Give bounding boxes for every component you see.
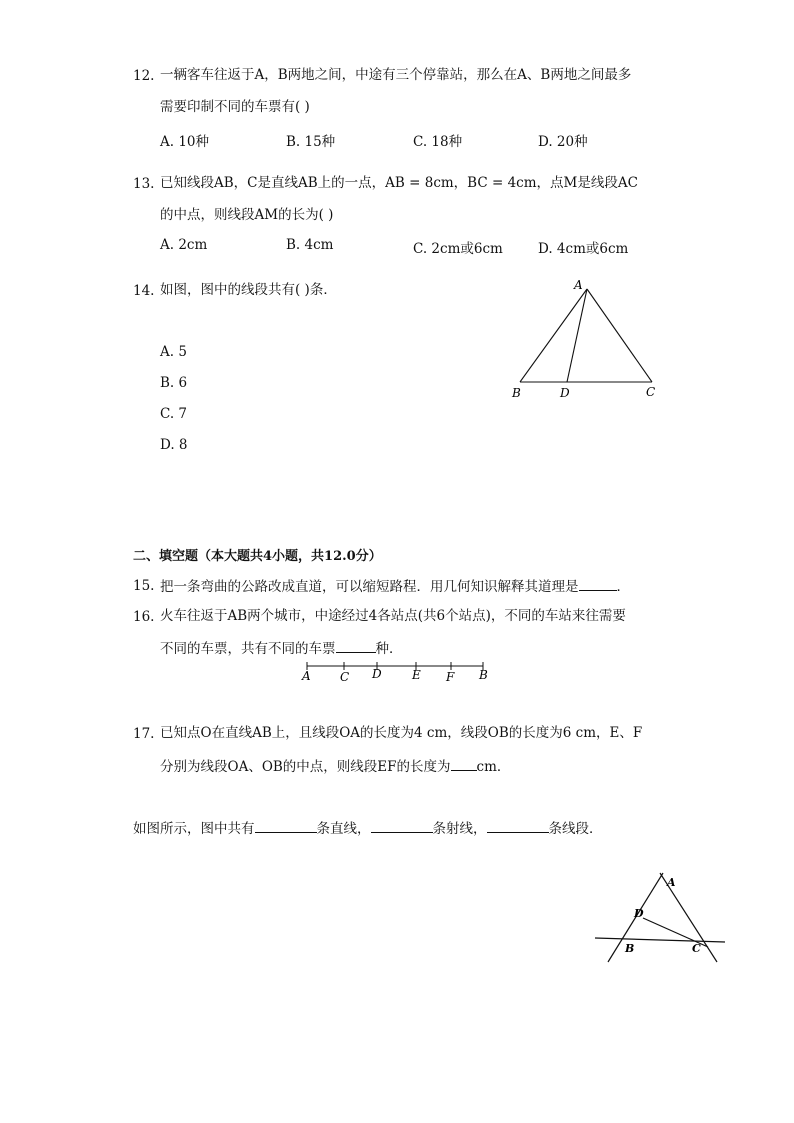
q15-text-main: 把一条弯曲的公路改成直道，可以缩短路程．用几何知识解释其道理是 [160,579,579,595]
q12-option-a: A. 10种 [160,134,210,150]
q13-option-a: A. 2cm [160,237,208,253]
extra-text-a: 如图所示，图中共有 [133,821,255,837]
q16-answer-blank [336,638,376,653]
q15-text-tail: ． [616,579,630,595]
q16-label-d: D [372,667,382,681]
extra-blank-rays [371,818,433,833]
q16-text-line2b: 种． [375,641,403,657]
q14-triangle-figure [505,275,665,400]
q16-text-line1: 火车往返于AB两个城市，中途经过4各站点(共6个站点)，不同的车站来往需要 [160,608,626,624]
q16-text-line2a: 不同的车票，共有不同的车票 [160,641,336,657]
q15-text [160,576,630,596]
q13-option-d: D. 4cm或6cm [538,241,629,257]
extra-blank-segments [487,818,549,833]
q17-answer-blank [451,756,477,771]
q17-text-line2b: cm． [476,759,511,775]
extra-label-b: B [625,942,635,955]
extra-question-text [133,818,603,838]
q14-text: 如图，图中的线段共有( )条． [160,282,337,298]
extra-lines-figure [590,865,730,970]
q16-label-e: E [412,668,421,682]
q17-number: 17. [133,726,155,742]
q16-number: 16. [133,609,155,625]
q12-text-line2: 需要印制不同的车票有( ) [160,99,310,115]
q16-text-line2 [160,638,403,658]
q14-label-d: D [560,386,570,400]
q12-option-b: B. 15种 [286,134,336,150]
q14-option-a: A. 5 [160,344,187,360]
q16-label-a: A [302,669,311,683]
q16-label-b: B [479,668,488,682]
extra-label-a: A [667,876,676,889]
extra-blank-lines [255,818,317,833]
q13-option-b: B. 4cm [286,237,334,253]
extra-text-b: 条直线， [316,821,371,837]
q14-option-c: C. 7 [160,406,188,422]
q12-text-line1: 一辆客车往返于A，B两地之间，中途有三个停靠站，那么在A、B两地之间最多 [160,67,632,83]
q13-text-line2: 的中点，则线段AM的长为( ) [160,207,334,223]
q15-number: 15. [133,578,155,594]
section-title: 二、填空题（本大题共4小题，共12.0分） [133,549,382,564]
extra-text-d: 条线段． [548,821,603,837]
q16-label-f: F [446,670,455,684]
q14-label-a: A [574,278,583,292]
q14-label-b: B [512,386,521,400]
q16-label-c: C [340,670,350,684]
q14-option-b: B. 6 [160,375,188,391]
extra-text-c: 条射线， [432,821,487,837]
extra-label-d: D [634,907,644,920]
q13-number: 13. [133,176,155,192]
q16-number-line-figure [295,658,495,686]
q14-label-c: C [646,385,656,399]
q14-option-d: D. 8 [160,437,188,453]
q12-number: 12. [133,68,155,84]
q17-text-line1: 已知点O在直线AB上，且线段OA的长度为4 cm，线段OB的长度为6 cm，E、F [160,725,643,741]
q12-option-d: D. 20种 [538,134,588,150]
q15-answer-blank [579,576,617,591]
q12-option-c: C. 18种 [413,134,463,150]
q13-option-c: C. 2cm或6cm [413,241,503,257]
extra-label-c: C [692,942,701,955]
q17-text-line2 [160,756,510,776]
q14-number: 14. [133,283,155,299]
q13-text-line1: 已知线段AB，C是直线AB上的一点，AB = 8cm，BC = 4cm，点M是线段AC [160,175,638,191]
q17-text-line2a: 分别为线段OA、OB的中点，则线段EF的长度为 [160,759,451,775]
